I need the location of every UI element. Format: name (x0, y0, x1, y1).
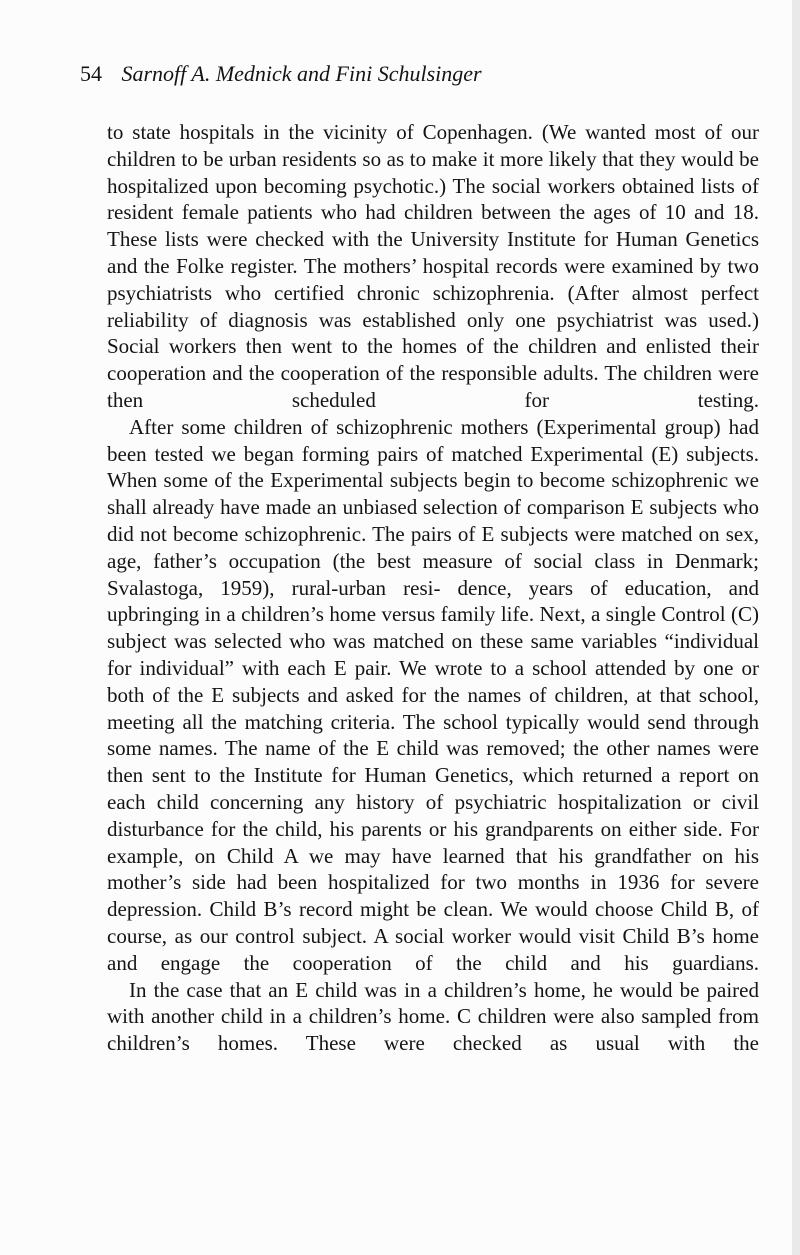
running-head (80, 60, 482, 88)
paragraph-2: After some children of schizophrenic mothers (Experimental group) had been tested we began forming pairs of matched Experimental (E) subjects. When some of the Experimental subjects begin to become schizophrenic we shall already have made an unbiased selection of comparison E subjects who did not become schizophrenic. The pairs of E subjects were matched on sex, age, father’s occupation (the best measure of social class in Denmark; Svalastoga, 1959), rural-urban resi- dence, years of education, and upbringing in a children’s home versus family life. Next, a single Control (C) subject was selected who was matched on these same variables “individual for individual” with each E pair. We wrote to a school attended by one or both of the E subjects and asked for the names of children, at that school, meeting all the matching criteria. The school typically would send through some names. The name of the E child was removed; the other names were then sent to the Institute for Human Genetics, which returned a report on each child concerning any history of psychiatric hospitalization or civil disturbance for the child, his parents or his grandparents on either side. For example, on Child A we may have learned that his grandfather on his mother’s side had been hospitalized for two months in 1936 for severe depression. Child B’s record might be clean. We would choose Child B, of course, as our control subject. A social worker would visit Child B’s home and engage the cooperation of the child and his guardians. (107, 414, 759, 975)
running-head-authors: Sarnoff A. Mednick and Fini Schulsinger (121, 61, 482, 86)
page-number: 54 (80, 61, 102, 86)
page-edge-shadow (792, 0, 800, 1255)
paragraph-1: to state hospitals in the vicinity of Copenhagen. (We wanted most of our children to be urban residents so as to make it more likely that they would be hospitalized upon becoming psychotic.) The social workers obtained lists of resident female patients who had children between the ages of 10 and 18. These lists were checked with the University Institute for Human Genetics and the Folke register. The mothers’ hospital records were examined by two psychiatrists who certified chronic schizophrenia. (After almost perfect reliability of diagnosis was established only one psychiatrist was used.) Social workers then went to the homes of the children and enlisted their cooperation and the cooperation of the responsible adults. The children were then scheduled for testing. (107, 120, 759, 412)
body-text (107, 119, 759, 1057)
paragraph-3: In the case that an E child was in a children’s home, he would be paired with another child in a children’s home. C children were also sampled from children’s homes. These were checked as usual with the (107, 977, 759, 1056)
